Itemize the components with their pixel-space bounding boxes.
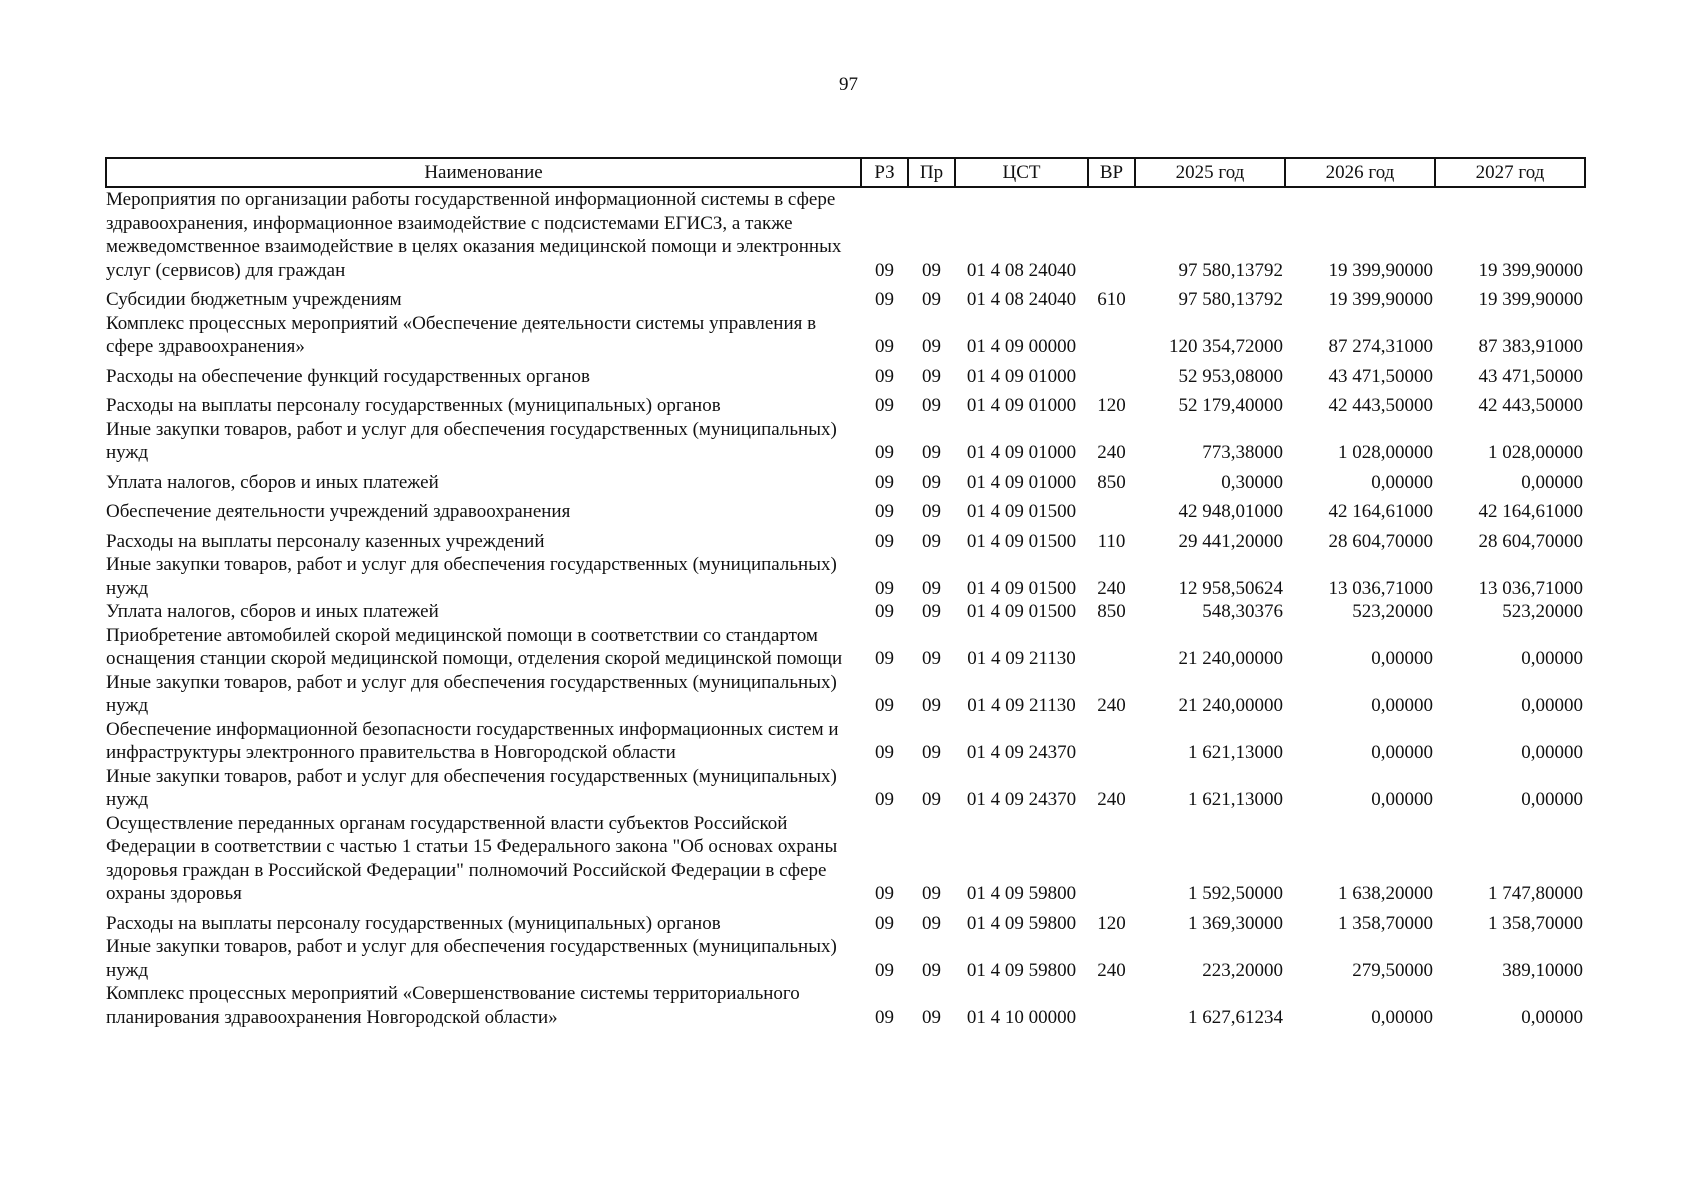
header-2025: 2025 год xyxy=(1135,158,1285,187)
row-2027: 19 399,90000 xyxy=(1478,259,1583,281)
header-vr: ВР xyxy=(1088,158,1135,187)
row-2025: 1 592,50000 xyxy=(1188,883,1283,904)
row-cst: 01 4 09 01000 xyxy=(966,442,1077,463)
row-2027: 42 443,50000 xyxy=(1478,395,1583,416)
row-vr: 850 xyxy=(1097,601,1126,622)
row-name: Расходы на выплаты персоналу казенных учреждений xyxy=(106,530,545,552)
row-rz: 09 xyxy=(875,395,894,416)
row-2026: 19 399,90000 xyxy=(1328,289,1433,310)
table-row xyxy=(106,553,1585,600)
row-name: Приобретение автомобилей скорой медицинской помощи в соответствии со стандартом оснащения станции скорой медицинской помощи, отделения скорой медицинской помощи xyxy=(106,624,843,669)
row-2025: 97 580,13792 xyxy=(1178,259,1283,281)
table-row xyxy=(106,624,1585,671)
row-2025: 223,20000 xyxy=(1202,959,1283,981)
row-2025: 1 621,13000 xyxy=(1188,742,1283,763)
row-2025: 120 354,72000 xyxy=(1169,336,1283,357)
table-row xyxy=(106,671,1585,718)
row-2026: 42 164,61000 xyxy=(1328,501,1433,522)
row-vr: 110 xyxy=(1097,530,1126,552)
row-vr xyxy=(1088,359,1135,389)
row-rz: 09 xyxy=(875,289,894,310)
row-2026: 0,00000 xyxy=(1371,695,1433,716)
table-row xyxy=(106,359,1585,389)
row-2027: 42 164,61000 xyxy=(1478,501,1583,522)
row-cst: 01 4 09 01000 xyxy=(966,471,1077,493)
row-2027: 87 383,91000 xyxy=(1478,336,1583,357)
row-cst: 01 4 09 01500 xyxy=(966,577,1077,599)
table-row xyxy=(106,418,1585,465)
row-name: Комплекс процессных мероприятий «Обеспечение деятельности системы управления в сфере здравоохранения» xyxy=(106,312,817,357)
row-cst: 01 4 08 24040 xyxy=(966,289,1077,310)
row-pr: 09 xyxy=(922,530,941,552)
row-pr: 09 xyxy=(922,1006,941,1028)
header-pr: Пр xyxy=(908,158,955,187)
row-2026: 1 028,00000 xyxy=(1338,442,1433,463)
row-rz: 09 xyxy=(875,912,894,934)
table-header xyxy=(106,158,1585,187)
table-row xyxy=(106,812,1585,906)
row-2026: 43 471,50000 xyxy=(1328,365,1433,387)
row-2027: 28 604,70000 xyxy=(1478,530,1583,552)
row-2027: 0,00000 xyxy=(1521,695,1583,716)
row-2025: 21 240,00000 xyxy=(1178,648,1283,669)
row-2025: 29 441,20000 xyxy=(1178,530,1283,552)
row-2026: 0,00000 xyxy=(1371,742,1433,763)
row-rz: 09 xyxy=(875,601,894,622)
row-2027: 19 399,90000 xyxy=(1478,289,1583,310)
row-vr: 120 xyxy=(1097,912,1126,934)
table-row xyxy=(106,187,1585,282)
row-pr: 09 xyxy=(922,601,941,622)
table-row xyxy=(106,524,1585,554)
row-2025: 97 580,13792 xyxy=(1178,289,1283,310)
row-name: Иные закупки товаров, работ и услуг для обеспечения государственных (муниципальных) нужд xyxy=(106,671,837,716)
row-name: Обеспечение информационной безопасности государственных информационных систем и инфраструктуры электронного правительства в Новгородской области xyxy=(106,718,839,763)
row-rz: 09 xyxy=(875,530,894,552)
row-vr xyxy=(1088,494,1135,524)
row-pr: 09 xyxy=(922,365,941,387)
row-rz: 09 xyxy=(875,959,894,981)
row-pr: 09 xyxy=(922,883,941,904)
row-2025: 1 621,13000 xyxy=(1188,789,1283,810)
row-pr: 09 xyxy=(922,648,941,669)
header-name: Наименование xyxy=(106,158,861,187)
budget-table xyxy=(105,157,1586,1029)
row-rz: 09 xyxy=(875,471,894,493)
row-pr: 09 xyxy=(922,912,941,934)
row-vr xyxy=(1088,812,1135,906)
row-name: Уплата налогов, сборов и иных платежей xyxy=(106,601,439,622)
row-name: Иные закупки товаров, работ и услуг для обеспечения государственных (муниципальных) нужд xyxy=(106,554,837,599)
row-2027: 0,00000 xyxy=(1521,471,1583,493)
row-vr xyxy=(1088,312,1135,359)
row-cst: 01 4 09 24370 xyxy=(966,742,1077,763)
row-2025: 12 958,50624 xyxy=(1178,577,1283,599)
row-2026: 87 274,31000 xyxy=(1328,336,1433,357)
row-rz: 09 xyxy=(875,789,894,810)
row-rz: 09 xyxy=(875,501,894,522)
row-2026: 0,00000 xyxy=(1371,789,1433,810)
row-name: Иные закупки товаров, работ и услуг для обеспечения государственных (муниципальных) нужд xyxy=(106,936,837,981)
table-row xyxy=(106,388,1585,418)
table-row xyxy=(106,312,1585,359)
row-2027: 0,00000 xyxy=(1521,1006,1583,1028)
row-cst: 01 4 09 59800 xyxy=(966,883,1077,904)
row-name: Субсидии бюджетным учреждениям xyxy=(106,289,402,310)
row-cst: 01 4 09 01000 xyxy=(966,395,1077,416)
row-rz: 09 xyxy=(875,365,894,387)
row-pr: 09 xyxy=(922,577,941,599)
row-cst: 01 4 09 24370 xyxy=(966,789,1077,810)
row-cst: 01 4 10 00000 xyxy=(966,1006,1077,1028)
row-name: Мероприятия по организации работы государственной информационной системы в сфере здравоохранения, информационное взаимодействие с подсистемами ЕГИСЗ, а также межведомственное взаимодействие в целях оказания медицинской помощи и электронных услуг (сервисов) для граждан xyxy=(106,189,842,281)
table-row xyxy=(106,765,1585,812)
row-vr: 610 xyxy=(1097,289,1126,310)
row-2025: 42 948,01000 xyxy=(1178,501,1283,522)
row-pr: 09 xyxy=(922,336,941,357)
row-2026: 523,20000 xyxy=(1352,601,1433,622)
row-name: Расходы на выплаты персоналу государственных (муниципальных) органов xyxy=(106,395,721,416)
row-cst: 01 4 08 24040 xyxy=(966,259,1077,281)
row-pr: 09 xyxy=(922,259,941,281)
row-pr: 09 xyxy=(922,501,941,522)
table-row xyxy=(106,465,1585,495)
row-name: Расходы на обеспечение функций государственных органов xyxy=(106,365,590,387)
row-rz: 09 xyxy=(875,695,894,716)
row-rz: 09 xyxy=(875,883,894,904)
row-pr: 09 xyxy=(922,442,941,463)
row-pr: 09 xyxy=(922,695,941,716)
row-pr: 09 xyxy=(922,289,941,310)
row-2025: 1 627,61234 xyxy=(1188,1006,1283,1028)
row-2026: 0,00000 xyxy=(1371,471,1433,493)
table-row xyxy=(106,282,1585,312)
row-vr: 240 xyxy=(1097,959,1126,981)
row-2027: 389,10000 xyxy=(1502,959,1583,981)
row-cst: 01 4 09 59800 xyxy=(966,959,1077,981)
row-cst: 01 4 09 01500 xyxy=(966,530,1077,552)
table-row xyxy=(106,494,1585,524)
row-rz: 09 xyxy=(875,742,894,763)
row-vr xyxy=(1088,982,1135,1029)
row-2027: 0,00000 xyxy=(1521,742,1583,763)
row-2027: 523,20000 xyxy=(1502,601,1583,622)
row-rz: 09 xyxy=(875,1006,894,1028)
row-rz: 09 xyxy=(875,577,894,599)
table-row xyxy=(106,906,1585,936)
row-pr: 09 xyxy=(922,471,941,493)
table-row xyxy=(106,600,1585,624)
row-pr: 09 xyxy=(922,742,941,763)
page-number: 97 xyxy=(839,74,858,95)
row-vr: 240 xyxy=(1097,695,1126,716)
header-rz: РЗ xyxy=(861,158,908,187)
row-vr xyxy=(1088,187,1135,282)
row-2026: 1 358,70000 xyxy=(1338,912,1433,934)
row-2026: 28 604,70000 xyxy=(1328,530,1433,552)
row-pr: 09 xyxy=(922,959,941,981)
row-cst: 01 4 09 01500 xyxy=(966,601,1077,622)
table-row xyxy=(106,935,1585,982)
row-pr: 09 xyxy=(922,789,941,810)
row-vr: 240 xyxy=(1097,442,1126,463)
row-cst: 01 4 09 00000 xyxy=(966,336,1077,357)
row-2027: 43 471,50000 xyxy=(1478,365,1583,387)
row-2026: 19 399,90000 xyxy=(1328,259,1433,281)
row-cst: 01 4 09 21130 xyxy=(967,695,1076,716)
row-2025: 0,30000 xyxy=(1221,471,1283,493)
row-cst: 01 4 09 59800 xyxy=(966,912,1077,934)
row-cst: 01 4 09 01000 xyxy=(966,365,1077,387)
row-name: Расходы на выплаты персоналу государственных (муниципальных) органов xyxy=(106,912,721,934)
row-2025: 773,38000 xyxy=(1202,442,1283,463)
row-2026: 1 638,20000 xyxy=(1338,883,1433,904)
row-name: Обеспечение деятельности учреждений здравоохранения xyxy=(106,501,571,522)
row-2026: 13 036,71000 xyxy=(1328,577,1433,599)
table-row xyxy=(106,982,1585,1029)
row-name: Уплата налогов, сборов и иных платежей xyxy=(106,471,439,493)
row-vr: 240 xyxy=(1097,789,1126,810)
row-2027: 0,00000 xyxy=(1521,789,1583,810)
row-2025: 548,30376 xyxy=(1202,601,1283,622)
row-rz: 09 xyxy=(875,336,894,357)
row-name: Осуществление переданных органам государственной власти субъектов Российской Федерации в соответствии с частью 1 статьи 15 Федерального закона "Об основах охраны здоровья граждан в Российской Федерации" полномочий Российской Федерации в сфере охраны здоровья xyxy=(106,812,838,904)
row-vr xyxy=(1088,718,1135,765)
header-2026: 2026 год xyxy=(1285,158,1435,187)
row-2027: 1 358,70000 xyxy=(1488,912,1583,934)
row-vr xyxy=(1088,624,1135,671)
header-2027: 2027 год xyxy=(1435,158,1585,187)
row-2027: 1 747,80000 xyxy=(1488,883,1583,904)
row-vr: 850 xyxy=(1097,471,1126,493)
row-2025: 52 179,40000 xyxy=(1178,395,1283,416)
row-2025: 52 953,08000 xyxy=(1178,365,1283,387)
row-2026: 42 443,50000 xyxy=(1328,395,1433,416)
row-2026: 279,50000 xyxy=(1352,959,1433,981)
row-rz: 09 xyxy=(875,442,894,463)
header-cst: ЦСТ xyxy=(955,158,1088,187)
row-cst: 01 4 09 21130 xyxy=(967,648,1076,669)
row-2027: 1 028,00000 xyxy=(1488,442,1583,463)
row-vr: 240 xyxy=(1097,577,1126,599)
row-2026: 0,00000 xyxy=(1371,1006,1433,1028)
table-row xyxy=(106,718,1585,765)
row-rz: 09 xyxy=(875,648,894,669)
table-body xyxy=(106,187,1585,1029)
row-2027: 13 036,71000 xyxy=(1478,577,1583,599)
row-cst: 01 4 09 01500 xyxy=(966,501,1077,522)
row-name: Иные закупки товаров, работ и услуг для обеспечения государственных (муниципальных) нужд xyxy=(106,765,837,810)
row-name: Комплекс процессных мероприятий «Совершенствование системы территориального планирования здравоохранения Новгородской области» xyxy=(106,983,800,1028)
row-vr: 120 xyxy=(1097,395,1126,416)
row-2025: 21 240,00000 xyxy=(1178,695,1283,716)
row-2026: 0,00000 xyxy=(1371,648,1433,669)
row-2025: 1 369,30000 xyxy=(1188,912,1283,934)
row-name: Иные закупки товаров, работ и услуг для обеспечения государственных (муниципальных) нужд xyxy=(106,418,837,463)
row-pr: 09 xyxy=(922,395,941,416)
row-2027: 0,00000 xyxy=(1521,648,1583,669)
row-rz: 09 xyxy=(875,259,894,281)
